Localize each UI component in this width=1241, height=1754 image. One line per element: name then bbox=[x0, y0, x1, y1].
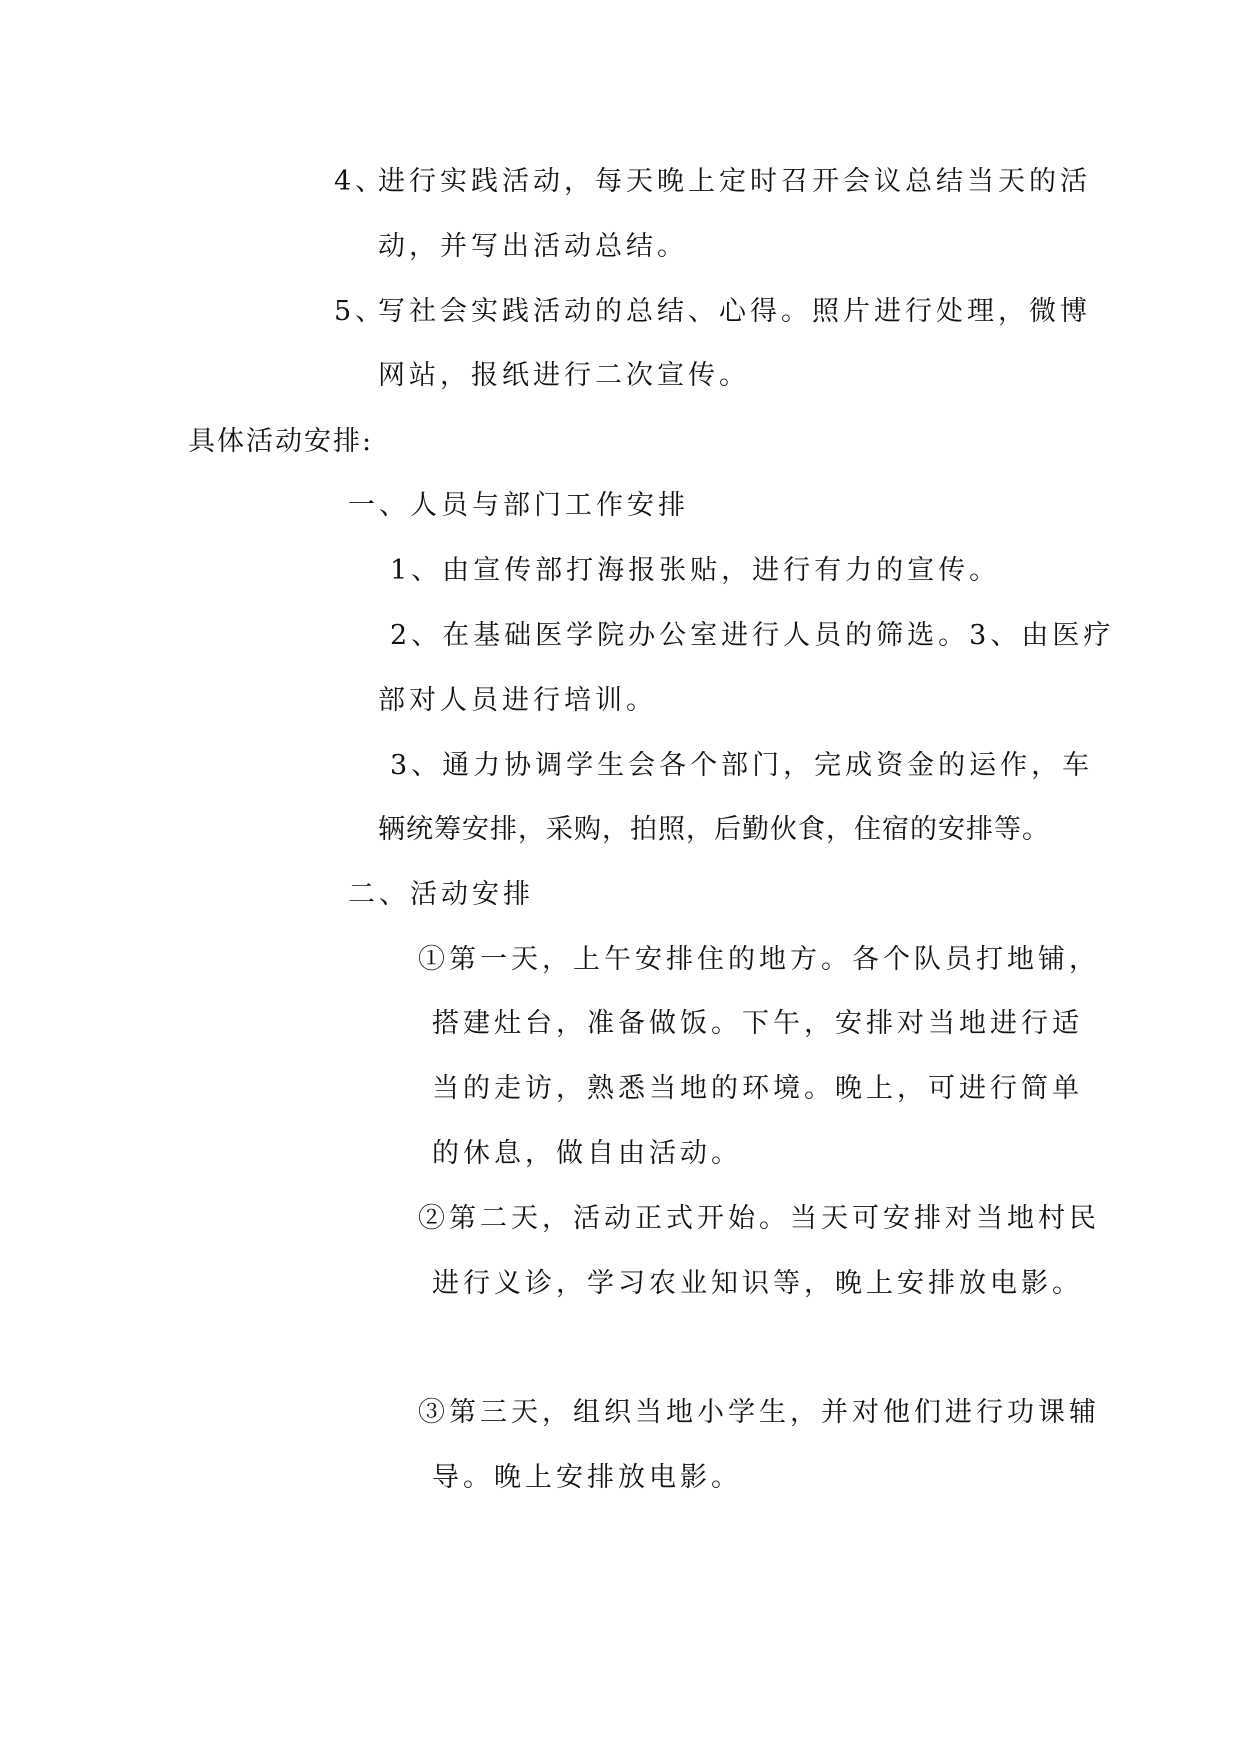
item-5-line-1: 写社会实践活动的总结、心得。照片进行处理，微博 bbox=[378, 296, 1091, 327]
item-5-line-2: 网站，报纸进行二次宣传。 bbox=[378, 360, 750, 391]
section-2-item-3-line-2: 导。晚上安排放电影。 bbox=[432, 1462, 742, 1493]
section-2-item-2-line-2: 进行义诊，学习农业知识等，晚上安排放电影。 bbox=[432, 1268, 1083, 1299]
item-4-line-2: 动，并写出活动总结。 bbox=[378, 231, 688, 262]
section-1-item-3-line-2: 辆统筹安排，采购，拍照，后勤伙食，住宿的安排等。 bbox=[378, 814, 1050, 845]
section-heading: 具体活动安排: bbox=[188, 426, 374, 457]
item-4-line-1: 进行实践活动，每天晚上定时召开会议总结当天的活 bbox=[378, 166, 1091, 197]
section-2-item-1-line-1: ①第一天，上午安排住的地方。各个队员打地铺， bbox=[418, 944, 1100, 975]
section-2-item-2-line-1: ②第二天，活动正式开始。当天可安排对当地村民 bbox=[418, 1203, 1100, 1234]
section-1-item-2-line-2: 部对人员进行培训。 bbox=[378, 685, 657, 716]
item-5-number: 5、 bbox=[334, 296, 387, 327]
section-1-item-3-line-1: 3、通力协调学生会各个部门，完成资金的运作，车 bbox=[390, 750, 1094, 781]
section-1-title: 一、人员与部门工作安排 bbox=[348, 490, 689, 521]
item-4-number: 4、 bbox=[334, 166, 387, 197]
section-2-item-1-line-3: 当的走访，熟悉当地的环境。晚上，可进行简单 bbox=[432, 1073, 1083, 1104]
section-1-item-1: 1、由宣传部打海报张贴，进行有力的宣传。 bbox=[390, 555, 1001, 586]
section-1-item-2-line-1: 2、在基础医学院办公室进行人员的筛选。3、由医疗 bbox=[390, 620, 1115, 651]
section-2-item-1-line-4: 的休息，做自由活动。 bbox=[432, 1138, 742, 1169]
section-2-title: 二、活动安排 bbox=[348, 879, 534, 910]
section-2-item-3-line-1: ③第三天，组织当地小学生，并对他们进行功课辅 bbox=[418, 1397, 1100, 1428]
section-2-item-1-line-2: 搭建灶台，准备做饭。下午，安排对当地进行适 bbox=[432, 1008, 1083, 1039]
